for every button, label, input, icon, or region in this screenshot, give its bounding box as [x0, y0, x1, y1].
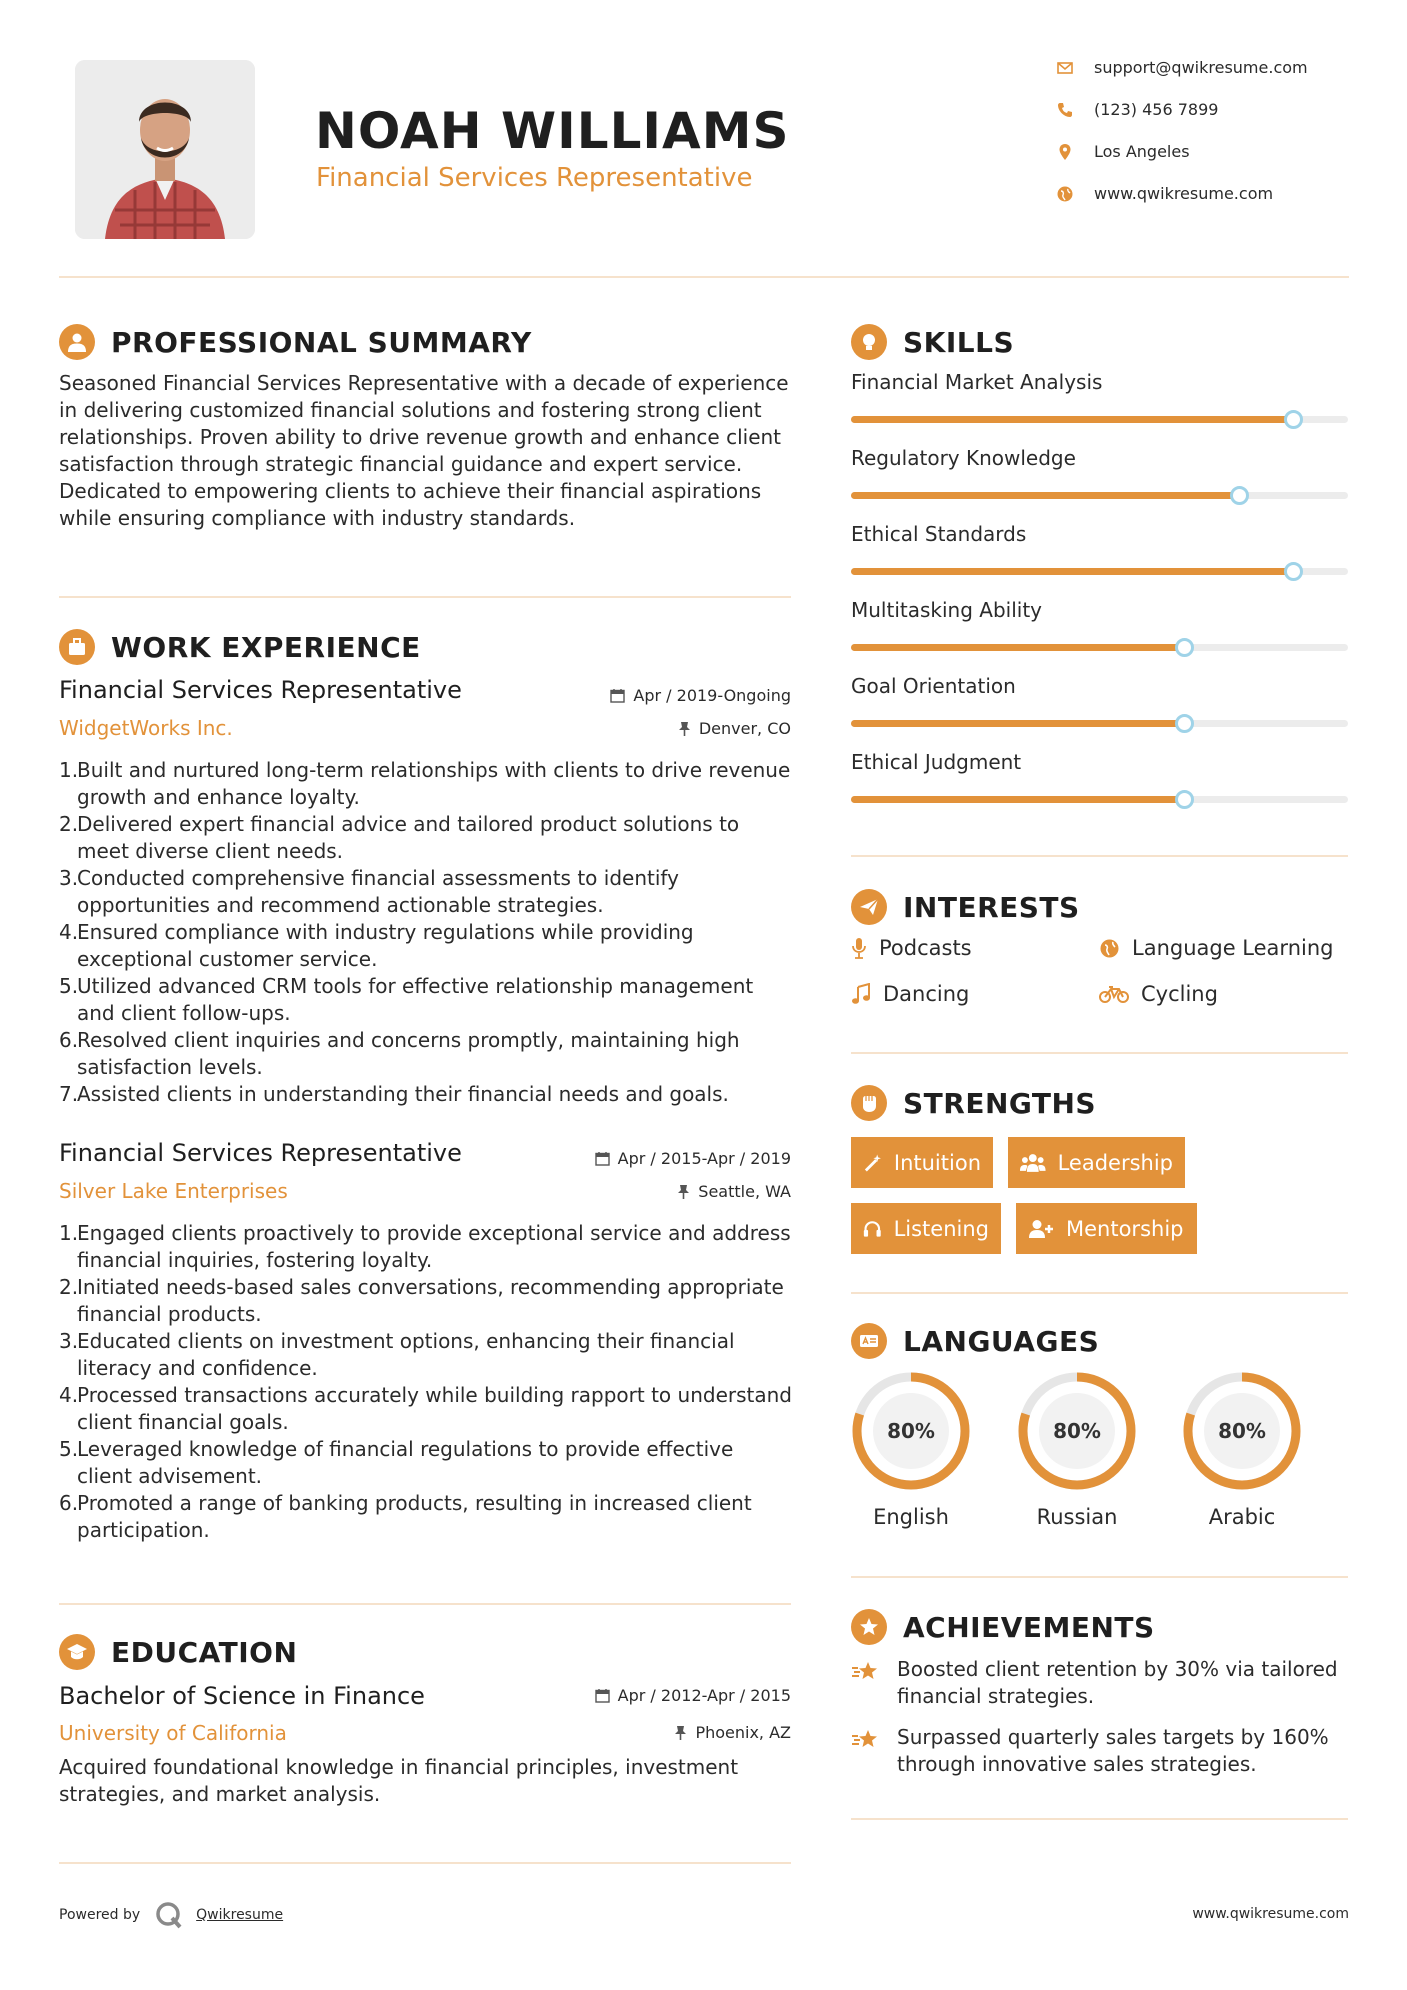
skill-bar-fill: [851, 568, 1293, 575]
pin-icon: [674, 1725, 687, 1740]
calendar-icon: [610, 688, 625, 703]
skill-name: Goal Orientation: [851, 674, 1016, 698]
list-item: 3. Conducted comprehensive financial assessments to identify opportunities and recommend actionable strategies.: [59, 866, 679, 917]
skill-bar-fill: [851, 492, 1239, 499]
skill-bar-track: [851, 416, 1348, 423]
user-plus-icon: [1028, 1219, 1054, 1239]
summary-divider: [59, 596, 791, 598]
powered-by-label: Powered by: [59, 1907, 141, 1923]
job-2-dates: [500, 1149, 791, 1168]
interest-podcasts-label: Podcasts: [879, 936, 972, 960]
candidate-name: NOAH WILLIAMS: [315, 102, 790, 160]
job-1-title: Financial Services Representative: [59, 676, 462, 704]
job-2-location-text: Seattle, WA: [698, 1182, 791, 1201]
contact-phone[interactable]: [1056, 100, 1218, 119]
interest-dancing: [851, 982, 969, 1006]
list-item: 2. Delivered expert financial advice and tailored product solutions to meet diverse client needs.: [59, 812, 740, 863]
education-school: University of California: [59, 1721, 287, 1745]
group-icon: [1020, 1153, 1046, 1173]
interest-cycling: [1099, 982, 1218, 1006]
paper-plane-icon: [851, 889, 887, 925]
list-item: 7. Assisted clients in understanding their financial needs and goals.: [59, 1082, 729, 1106]
header-divider: [59, 276, 1349, 278]
list-item: 5. Utilized advanced CRM tools for effective relationship management and client follow-ups.: [59, 974, 754, 1025]
education-degree: Bachelor of Science in Finance: [59, 1682, 425, 1710]
contact-website-text: www.qwikresume.com: [1094, 184, 1274, 203]
summary-title: PROFESSIONAL SUMMARY: [111, 325, 532, 359]
skill-bar-handle: [1284, 562, 1303, 581]
graduation-icon: [59, 1634, 95, 1670]
contact-website[interactable]: [1056, 184, 1273, 203]
list-item: 1. Built and nurtured long-term relationships with clients to drive revenue growth and enhance loyalty.: [59, 758, 791, 809]
strengths-heading: [851, 1085, 1096, 1121]
job-1-location-text: Denver, CO: [698, 719, 791, 738]
experience-divider: [59, 1603, 791, 1605]
language-item: [1180, 1369, 1304, 1529]
contact-phone-text: (123) 456 7899: [1094, 100, 1219, 119]
skill-name: Multitasking Ability: [851, 598, 1042, 622]
skill-bar-track: [851, 720, 1348, 727]
strength-intuition-label: Intuition: [893, 1150, 981, 1175]
skill-bar-track: [851, 492, 1348, 499]
user-icon: [59, 324, 95, 360]
language-name: English: [873, 1505, 949, 1529]
bicycle-icon: [1099, 984, 1129, 1004]
education-divider: [59, 1862, 791, 1864]
headphones-icon: [863, 1219, 882, 1239]
skills-title: SKILLS: [903, 325, 1015, 359]
fist-icon: [851, 1085, 887, 1121]
skill-bar-handle: [1230, 486, 1249, 505]
skill-bar-handle: [1284, 410, 1303, 429]
skill-bar-handle: [1175, 714, 1194, 733]
skill-bar-track: [851, 796, 1348, 803]
strengths-divider: [851, 1292, 1348, 1294]
job-1-dates-text: Apr / 2019-Ongoing: [633, 686, 791, 705]
summary-heading: [59, 324, 532, 360]
job-1-company: WidgetWorks Inc.: [59, 716, 233, 740]
list-item: 6. Promoted a range of banking products, resulting in increased client participation.: [59, 1491, 752, 1542]
experience-title: WORK EXPERIENCE: [111, 630, 421, 664]
star-icon: [851, 1660, 881, 1684]
language-ring: [1015, 1369, 1139, 1493]
achievements-divider: [851, 1818, 1348, 1820]
strength-leadership: [1008, 1137, 1185, 1188]
qwikresume-logo-icon: [154, 1900, 184, 1930]
lightbulb-icon: [851, 324, 887, 360]
achievement-text-1: Boosted client retention by 30% via tailored financial strategies.: [897, 1657, 1338, 1708]
strengths-title: STRENGTHS: [903, 1086, 1097, 1120]
achievement-item-2: [851, 1724, 1361, 1778]
job-2-bullets: [59, 1220, 794, 1544]
globe-icon: [1099, 938, 1120, 959]
achievement-text-2: Surpassed quarterly sales targets by 160% through innovative sales strategies.: [897, 1725, 1329, 1776]
education-title: EDUCATION: [111, 1635, 298, 1669]
list-item: 4. Processed transactions accurately while building rapport to understand client financial goals.: [59, 1383, 792, 1434]
languages-divider: [851, 1576, 1348, 1578]
skill-bar-fill: [851, 416, 1293, 423]
strength-intuition: [851, 1137, 993, 1188]
skill-name: Regulatory Knowledge: [851, 446, 1076, 470]
footer-powered-by: [59, 1900, 283, 1930]
skill-bar-fill: [851, 720, 1184, 727]
interests-heading: [851, 889, 1080, 925]
language-percent: 80%: [887, 1419, 935, 1443]
contact-email[interactable]: [1056, 58, 1308, 77]
education-text: Acquired foundational knowledge in financial principles, investment strategies, and market analysis.: [59, 1755, 739, 1806]
interest-language-learning-label: Language Learning: [1132, 936, 1334, 960]
briefcase-icon: [59, 629, 95, 665]
achievements-title: ACHIEVEMENTS: [903, 1610, 1155, 1644]
magic-wand-icon: [863, 1153, 882, 1173]
pin-icon: [677, 1184, 690, 1199]
language-item: [849, 1369, 973, 1529]
skill-name: Financial Market Analysis: [851, 370, 1103, 394]
strength-mentorship-label: Mentorship: [1066, 1216, 1184, 1241]
pin-icon: [678, 721, 691, 736]
education-location: [500, 1723, 791, 1742]
languages-heading: [851, 1323, 1099, 1359]
education-heading: [59, 1634, 297, 1670]
contact-location-text: Los Angeles: [1094, 142, 1190, 161]
skill-name: Ethical Standards: [851, 522, 1027, 546]
candidate-role: Financial Services Representative: [316, 163, 753, 193]
experience-heading: [59, 629, 421, 665]
job-1-dates: [500, 686, 791, 705]
language-name: Arabic: [1208, 1505, 1276, 1529]
star-icon: [851, 1728, 881, 1752]
languages-title: LANGUAGES: [903, 1324, 1100, 1358]
skill-bar-handle: [1175, 638, 1194, 657]
email-icon: [1056, 59, 1074, 77]
language-name: Russian: [1036, 1505, 1118, 1529]
profile-photo: [75, 60, 255, 239]
language-percent: 80%: [1218, 1419, 1266, 1443]
language-percent: 80%: [1053, 1419, 1101, 1443]
job-2-title: Financial Services Representative: [59, 1139, 462, 1167]
job-2-company: Silver Lake Enterprises: [59, 1179, 288, 1203]
skills-divider: [851, 855, 1348, 857]
music-note-icon: [851, 983, 871, 1005]
calendar-icon: [595, 1151, 610, 1166]
strength-mentorship: [1016, 1203, 1197, 1254]
language-item: [1015, 1369, 1139, 1529]
education-dates: [500, 1686, 791, 1705]
language-ring: [849, 1369, 973, 1493]
footer-url[interactable]: www.qwikresume.com: [1192, 1906, 1349, 1922]
contact-email-text: support@qwikresume.com: [1094, 58, 1308, 77]
job-1-location: [500, 719, 791, 738]
phone-icon: [1056, 101, 1074, 119]
interest-cycling-label: Cycling: [1141, 982, 1218, 1006]
interests-divider: [851, 1052, 1348, 1054]
skill-bar-fill: [851, 644, 1184, 651]
list-item: 6. Resolved client inquiries and concerns promptly, maintaining high satisfaction levels.: [59, 1028, 740, 1079]
microphone-icon: [851, 937, 867, 959]
star-badge-icon: [851, 1609, 887, 1645]
strength-leadership-label: Leadership: [1057, 1150, 1173, 1175]
skill-bar-track: [851, 644, 1348, 651]
skill-bar-fill: [851, 796, 1184, 803]
interests-title: INTERESTS: [903, 890, 1080, 924]
job-2-location: [500, 1182, 791, 1201]
language-card-icon: [851, 1323, 887, 1359]
education-location-text: Phoenix, AZ: [695, 1723, 791, 1742]
contact-location: [1056, 142, 1190, 161]
list-item: 1. Engaged clients proactively to provide exceptional service and address financial inquiries, fostering loyalty.: [59, 1221, 791, 1272]
skill-name: Ethical Judgment: [851, 750, 1022, 774]
summary-text: Seasoned Financial Services Representative with a decade of experience in delivering customized financial solutions and fostering strong client relationships. Proven ability to drive revenue growth and enhance client satisfaction through strategic financial guidance and expert service. Dedicated to empowering clients to achieve their financial aspirations while ensuring compliance with industry standards.: [59, 371, 789, 530]
location-icon: [1056, 143, 1074, 161]
interest-dancing-label: Dancing: [883, 982, 970, 1006]
interest-language-learning: [1099, 936, 1333, 960]
globe-icon: [1056, 185, 1074, 203]
job-2-dates-text: Apr / 2015-Apr / 2019: [617, 1149, 791, 1168]
language-ring: [1180, 1369, 1304, 1493]
list-item: 5. Leveraged knowledge of financial regulations to provide effective client advisement.: [59, 1437, 734, 1488]
qwikresume-link[interactable]: Qwikresume: [196, 1907, 284, 1923]
list-item: 2. Initiated needs-based sales conversations, recommending appropriate financial products.: [59, 1275, 784, 1326]
strength-listening-label: Listening: [893, 1216, 989, 1241]
skill-bar-handle: [1175, 790, 1194, 809]
strength-listening: [851, 1203, 1001, 1254]
skills-heading: [851, 324, 1014, 360]
job-1-bullets: [59, 757, 794, 1108]
list-item: 4. Ensured compliance with industry regulations while providing exceptional customer service.: [59, 920, 694, 971]
list-item: 3. Educated clients on investment options, enhancing their financial literacy and confidence.: [59, 1329, 735, 1380]
education-dates-text: Apr / 2012-Apr / 2015: [617, 1686, 791, 1705]
achievements-heading: [851, 1609, 1155, 1645]
interest-podcasts: [851, 936, 972, 960]
calendar-icon: [595, 1688, 610, 1703]
profile-photo-image: [75, 60, 255, 239]
skill-bar-track: [851, 568, 1348, 575]
achievement-item-1: [851, 1656, 1361, 1710]
